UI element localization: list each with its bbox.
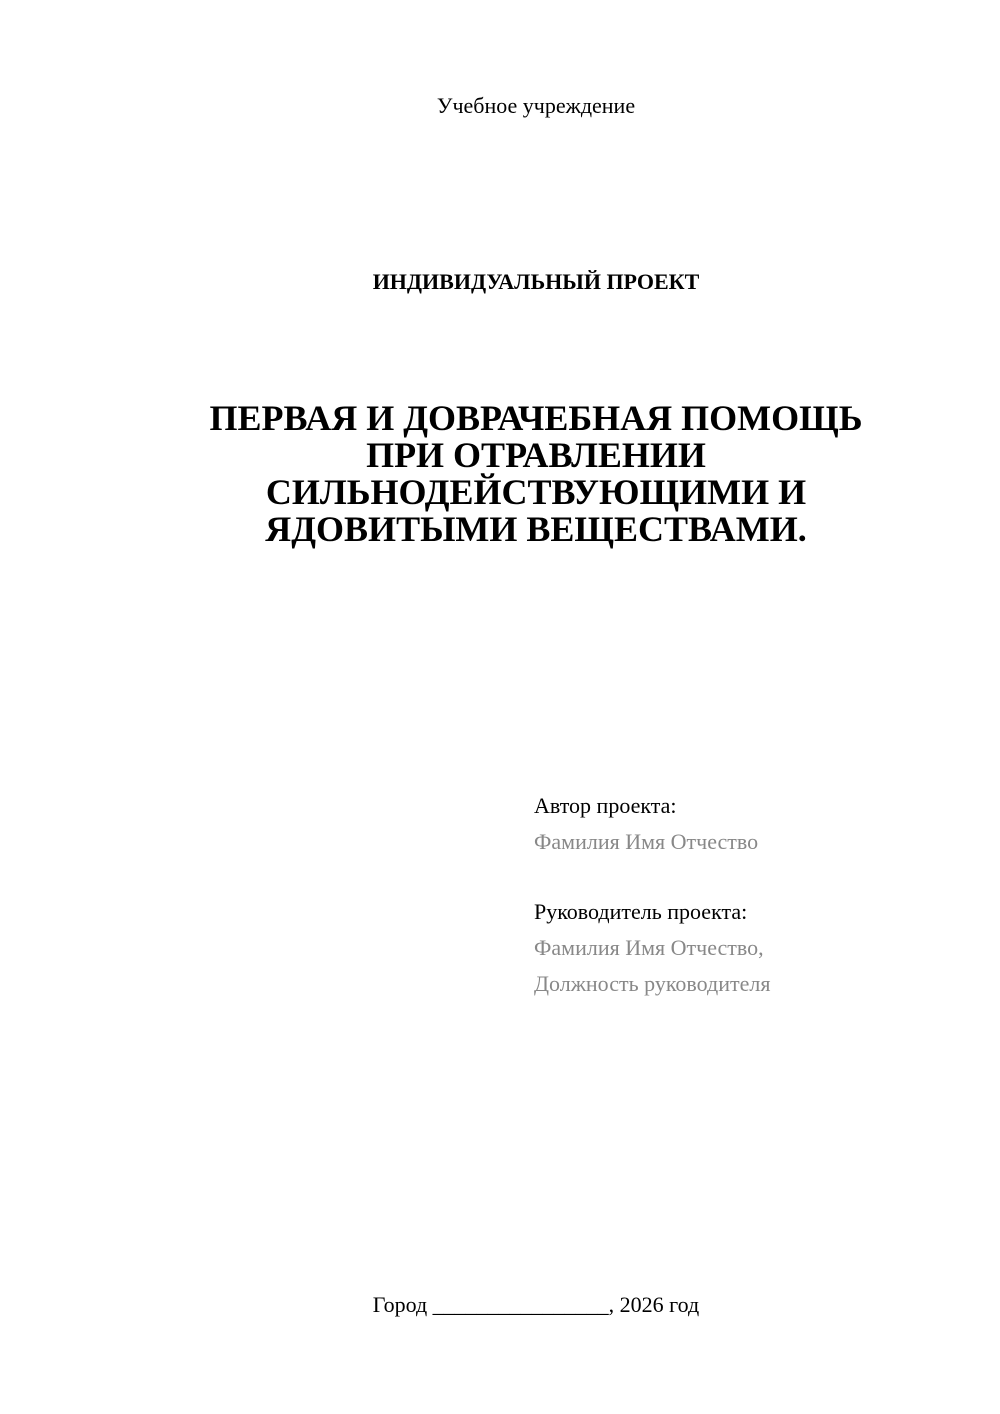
author-name: Фамилия Имя Отчество xyxy=(534,829,759,854)
document-type-label: ИНДИВИДУАЛЬНЫЙ ПРОЕКТ xyxy=(372,269,700,294)
credits-spacer xyxy=(534,860,974,894)
city-year-line: Город ________________, 2026 год xyxy=(372,1292,700,1317)
supervisor-name: Фамилия Имя Отчество, xyxy=(534,935,764,960)
document-title xyxy=(150,400,922,548)
supervisor-label: Руководитель проекта: xyxy=(534,899,748,924)
document-title-line: ПЕРВАЯ И ДОВРАЧЕБНАЯ ПОМОЩЬ xyxy=(209,398,863,438)
document-title-line: ПРИ ОТРАВЛЕНИИ xyxy=(366,435,706,475)
institution-name: Учебное учреждение xyxy=(436,93,636,118)
author-label: Автор проекта: xyxy=(534,793,677,818)
credits-block xyxy=(534,788,974,1002)
supervisor-position: Должность руководителя xyxy=(534,971,771,996)
document-title-line: СИЛЬНОДЕЙСТВУЮЩИМИ И xyxy=(265,472,807,512)
document-title-line: ЯДОВИТЫМИ ВЕЩЕСТВАМИ. xyxy=(265,509,807,549)
